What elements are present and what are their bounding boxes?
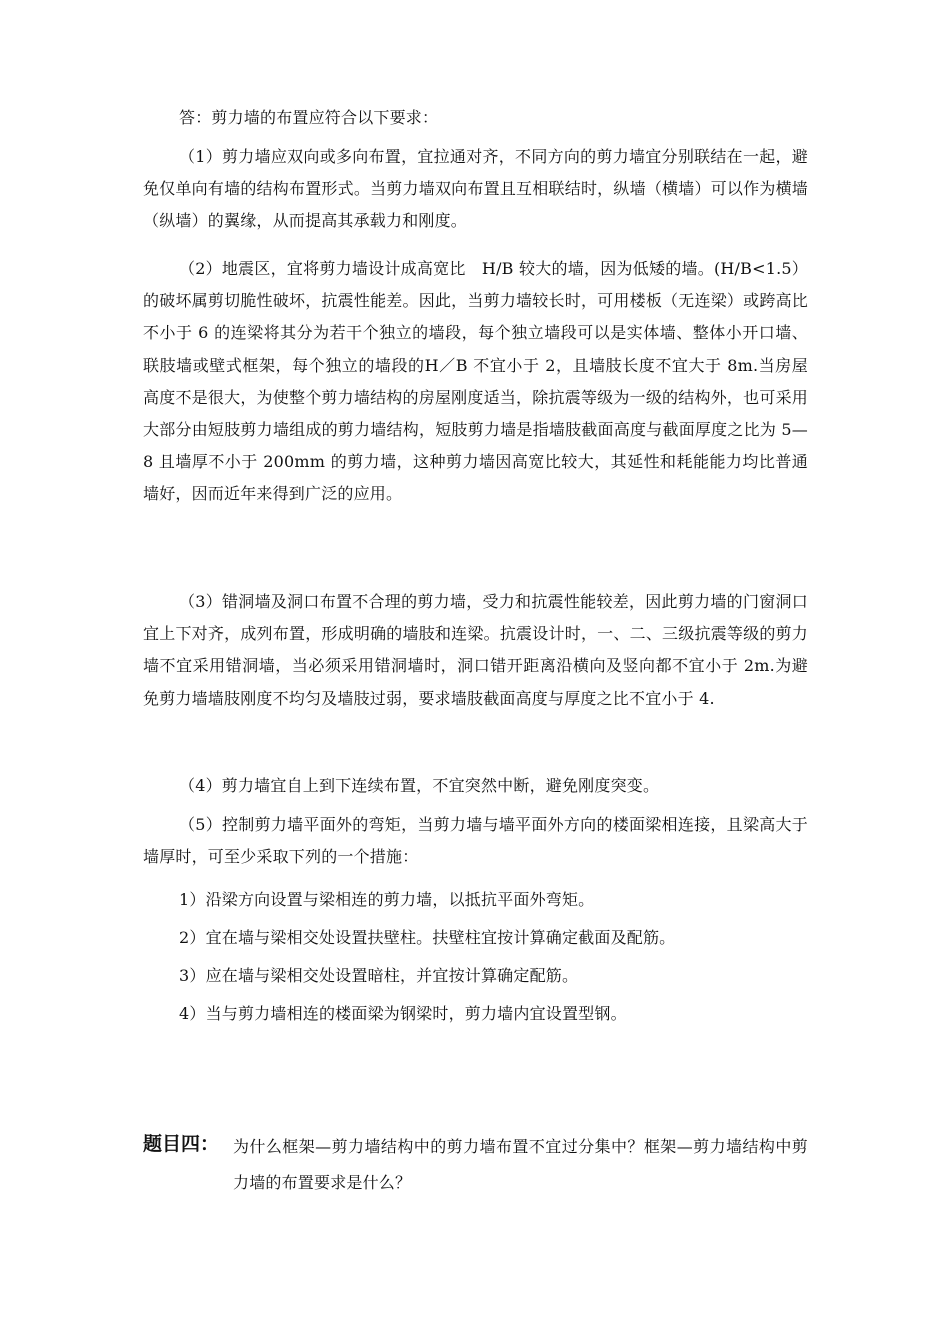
answer-paragraph-4: （4）剪力墙宜自上到下连续布置，不宜突然中断，避免刚度突变。: [179, 776, 660, 795]
answer-paragraph-5: （5）控制剪力墙平面外的弯矩，当剪力墙与墙平面外方向的楼面梁相连接，且梁高大于墙厚时，可至少采取下列的一个措施：: [143, 815, 808, 867]
measure-item: 2）宜在墙与梁相交处设置扶壁柱。扶壁柱宜按计算确定截面及配筋。: [179, 928, 676, 947]
question-text: 为什么框架—剪力墙结构中的剪力墙布置不宜过分集中？框架—剪力墙结构中剪力墙的布置要求是什么？: [233, 1137, 808, 1192]
answer-paragraph-2: （2）地震区，宜将剪力墙设计成高宽比 H/B 较大的墙，因为低矮的墙。(H/B<1.5）的破坏属剪切脆性破坏，抗震性能差。因此，当剪力墙较长时，可用楼板（无连梁）或跨高比不小于 6 的连梁将其分为若干个独立的墙段，每个独立墙段可以是实体墙、整体小开口墙、联肢墙或壁式框架，每个独立的墙段的H／B 不宜小于 2，且墙肢长度不宜大于 8m.当房屋高度不是很大，为使整个剪力墙结构的房屋刚度适当，除抗震等级为一级的结构外，也可采用大部分由短肢剪力墙组成的剪力墙结构，短肢剪力墙是指墙肢截面高度与截面厚度之比为 5—8 且墙厚不小于 200mm 的剪力墙，这种剪力墙因高宽比较大，其延性和耗能能力均比普通墙好，因而近年来得到广泛的应用。: [143, 259, 808, 504]
question-label: 题目四：: [143, 1133, 220, 1155]
measure-item: 3）应在墙与梁相交处设置暗柱，并宜按计算确定配筋。: [179, 966, 579, 985]
measure-item: 1）沿梁方向设置与梁相连的剪力墙，以抵抗平面外弯矩。: [179, 890, 595, 909]
answer-paragraph-1: （1）剪力墙应双向或多向布置，宜拉通对齐，不同方向的剪力墙宜分别联结在一起，避免仅单向有墙的结构布置形式。当剪力墙双向布置且互相联结时，纵墙（横墙）可以作为横墙（纵墙）的翼缘，从而提高其承载力和刚度。: [143, 147, 808, 231]
answer-paragraph-3: （3）错洞墙及洞口布置不合理的剪力墙，受力和抗震性能较差，因此剪力墙的门窗洞口宜上下对齐，成列布置，形成明确的墙肢和连梁。抗震设计时，一、二、三级抗震等级的剪力墙不宜采用错洞墙，当必须采用错洞墙时，洞口错开距离沿横向及竖向都不宜小于 2m.为避免剪力墙墙肢刚度不均匀及墙肢过弱，要求墙肢截面高度与厚度之比不宜小于 4.: [143, 592, 808, 708]
measure-item: 4）当与剪力墙相连的楼面梁为钢梁时，剪力墙内宜设置型钢。: [179, 1004, 627, 1023]
answer-intro: 答：剪力墙的布置应符合以下要求：: [179, 108, 439, 127]
